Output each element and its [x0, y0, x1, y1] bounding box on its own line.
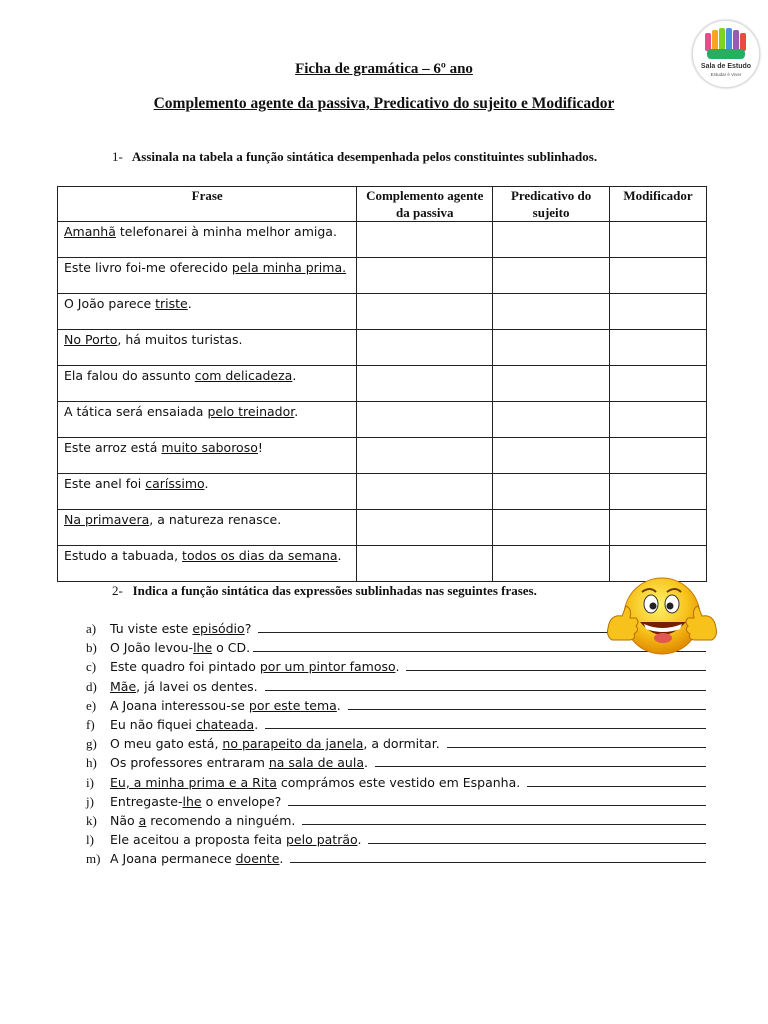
answer-cell-agente-passiva[interactable] — [357, 546, 493, 582]
header-modificador: Modificador — [610, 187, 707, 222]
underlined-expression: episódio — [192, 621, 245, 636]
list-item — [86, 849, 706, 868]
answer-cell-modificador[interactable] — [610, 438, 707, 474]
answer-blank[interactable] — [302, 811, 706, 825]
answer-cell-agente-passiva[interactable] — [357, 438, 493, 474]
item-letter: c) — [86, 659, 97, 675]
answer-blank[interactable] — [527, 773, 706, 787]
answer-cell-agente-passiva[interactable] — [357, 222, 493, 258]
underlined-constituent: pelo treinador — [207, 404, 295, 419]
table-header-row — [58, 187, 707, 222]
page-title: Ficha de gramática – 6º ano — [295, 61, 473, 77]
question-2-text: Indica a função sintática das expressões sublinhadas nas seguintes frases. — [132, 583, 537, 598]
underlined-expression: no parapeito da janela — [222, 736, 364, 752]
list-item — [86, 734, 706, 753]
table-row — [58, 330, 707, 366]
item-sentence: Tu viste este episódio? — [110, 621, 256, 636]
answer-cell-predicativo[interactable] — [493, 402, 610, 438]
list-item — [86, 696, 706, 715]
answer-cell-predicativo[interactable] — [493, 258, 610, 294]
sentence-text: , há muitos turistas. — [117, 332, 243, 347]
answer-cell-agente-passiva[interactable] — [357, 474, 493, 510]
answer-blank[interactable] — [265, 715, 706, 729]
header-agente-passiva: Complemento agente da passiva — [357, 187, 493, 222]
item-sentence: O João levou-lhe o CD. — [110, 640, 251, 656]
item-letter: l) — [86, 832, 94, 848]
answer-blank[interactable] — [265, 677, 706, 691]
sentence-text: . — [187, 296, 192, 311]
sentence-text: Este livro foi-me oferecido — [64, 260, 232, 275]
sentence-text: , a natureza renasce. — [149, 512, 282, 527]
item-sentence: Não a recomendo a ninguém. — [110, 812, 300, 828]
question-2-number: 2- — [112, 583, 123, 598]
question-2 — [112, 583, 537, 599]
sentence-text: ! — [257, 440, 263, 455]
table-row — [58, 294, 707, 330]
sentence-text: . — [337, 548, 342, 563]
answer-cell-modificador[interactable] — [610, 510, 707, 546]
answer-cell-agente-passiva[interactable] — [357, 258, 493, 294]
item-letter: i) — [86, 774, 94, 790]
item-letter: e) — [86, 697, 97, 713]
sentence-cell — [58, 330, 357, 366]
item-letter: b) — [86, 640, 97, 656]
underlined-constituent: No Porto — [64, 332, 118, 347]
question-1 — [112, 149, 597, 165]
sentence-text: Ela falou do assunto — [64, 368, 195, 383]
answer-blank[interactable] — [290, 849, 706, 863]
item-letter: a) — [86, 621, 97, 636]
answer-cell-modificador[interactable] — [610, 402, 707, 438]
answer-cell-agente-passiva[interactable] — [357, 366, 493, 402]
item-sentence: A Joana interessou-se por este tema. — [110, 697, 345, 713]
answer-cell-predicativo[interactable] — [493, 294, 610, 330]
sentence-cell — [58, 294, 357, 330]
underlined-constituent: Na primavera — [64, 512, 150, 527]
sentence-cell — [58, 258, 357, 294]
underlined-constituent: todos os dias da semana — [182, 548, 338, 563]
answer-cell-predicativo[interactable] — [493, 474, 610, 510]
item-sentence: A Joana permanece doente. — [110, 851, 288, 867]
table-row — [58, 510, 707, 546]
table-row — [58, 258, 707, 294]
answer-cell-predicativo[interactable] — [493, 510, 610, 546]
list-item — [86, 830, 706, 849]
item-sentence: O meu gato está, no parapeito da janela, a dormitar. — [110, 736, 444, 752]
item-letter: m) — [86, 851, 101, 867]
list-item — [86, 773, 706, 792]
underlined-constituent: pela minha prima. — [231, 260, 347, 275]
answer-cell-modificador[interactable] — [610, 222, 707, 258]
list-item — [86, 792, 706, 811]
item-sentence: Mãe, já lavei os dentes. — [110, 678, 262, 694]
answer-blank[interactable] — [447, 734, 706, 748]
item-letter: f) — [86, 716, 95, 732]
answer-cell-modificador[interactable] — [610, 330, 707, 366]
header-predicativo: Predicativo do sujeito — [493, 187, 610, 222]
answer-blank[interactable] — [368, 830, 706, 844]
item-sentence: Eu, a minha prima e a Rita comprámos este vestido em Espanha. — [110, 774, 525, 790]
item-sentence: Ele aceitou a proposta feita pelo patrão. — [110, 832, 366, 848]
sentence-text: Estudo a tabuada, — [64, 548, 183, 563]
underlined-expression: Mãe — [110, 678, 137, 694]
item-sentence: Este quadro foi pintado por um pintor famoso. — [110, 659, 404, 675]
list-item — [86, 753, 706, 772]
answer-blank[interactable] — [375, 753, 706, 767]
sentence-text: . — [294, 404, 299, 419]
answer-cell-modificador[interactable] — [610, 366, 707, 402]
underlined-expression: lhe — [182, 793, 202, 809]
table-row — [58, 474, 707, 510]
sentence-text: Este anel foi — [64, 476, 146, 491]
sentence-text: O João parece — [64, 296, 156, 311]
sentence-text: Este arroz está — [64, 440, 162, 455]
answer-cell-predicativo[interactable] — [493, 438, 610, 474]
sentence-text: telefonarei à minha melhor amiga. — [115, 224, 337, 239]
header-frase: Frase — [58, 187, 357, 222]
list-item — [86, 811, 706, 830]
underlined-expression: por um pintor famoso — [259, 659, 396, 675]
table-row — [58, 366, 707, 402]
list-item — [86, 677, 706, 696]
answer-cell-predicativo[interactable] — [493, 222, 610, 258]
underlined-expression: Eu, a minha prima e a Rita — [110, 774, 277, 790]
syntax-table — [57, 186, 707, 582]
answer-blank[interactable] — [348, 696, 706, 710]
answer-cell-predicativo[interactable] — [493, 546, 610, 582]
underlined-expression: por este tema — [248, 697, 337, 713]
underlined-expression: na sala de aula — [268, 755, 364, 771]
table-row — [58, 402, 707, 438]
underlined-expression: pelo patrão — [285, 832, 358, 848]
underlined-constituent: Amanhã — [64, 224, 116, 239]
item-letter: h) — [86, 755, 97, 771]
answer-cell-modificador[interactable] — [610, 258, 707, 294]
item-sentence: Os professores entraram na sala de aula. — [110, 755, 372, 771]
underlined-constituent: caríssimo — [145, 476, 205, 491]
sentence-cell — [58, 510, 357, 546]
page-subtitle: Complemento agente da passiva, Predicativo do sujeito e Modificador — [153, 95, 615, 112]
question-1-number: 1- — [112, 149, 123, 164]
table-row — [58, 438, 707, 474]
thumbs-up-smiley-icon — [604, 572, 720, 668]
answer-cell-predicativo[interactable] — [493, 366, 610, 402]
answer-blank[interactable] — [288, 792, 706, 806]
answer-cell-predicativo[interactable] — [493, 330, 610, 366]
sentence-cell — [58, 438, 357, 474]
list-item — [86, 715, 706, 734]
sentence-text: . — [292, 368, 297, 383]
question-1-text: Assinala na tabela a função sintática desempenhada pelos constituintes sublinhados. — [131, 149, 598, 164]
underlined-constituent: muito saboroso — [161, 440, 258, 455]
sentence-text: . — [204, 476, 209, 491]
item-letter: g) — [86, 736, 97, 752]
answer-cell-modificador[interactable] — [610, 474, 707, 510]
item-sentence: Entregaste-lhe o envelope? — [110, 793, 286, 809]
sentence-cell — [58, 474, 357, 510]
underlined-expression: chateada — [195, 716, 255, 732]
item-letter: k) — [86, 812, 97, 828]
answer-cell-agente-passiva[interactable] — [357, 294, 493, 330]
logo-tagline: Estudar é Viver — [710, 72, 742, 77]
answer-cell-modificador[interactable] — [610, 294, 707, 330]
table-row — [58, 222, 707, 258]
answer-cell-agente-passiva[interactable] — [357, 510, 493, 546]
logo-title: Sala de Estudo — [700, 63, 752, 70]
item-sentence: Eu não fiquei chateada. — [110, 716, 263, 732]
sentence-cell — [58, 366, 357, 402]
sentence-cell — [58, 402, 357, 438]
item-letter: d) — [86, 678, 97, 694]
sentence-text: A tática será ensaiada — [64, 404, 208, 419]
sentence-cell — [58, 546, 357, 582]
underlined-expression: doente — [235, 851, 280, 867]
underlined-expression: lhe — [193, 640, 213, 656]
underlined-expression: a — [138, 812, 147, 828]
answer-cell-agente-passiva[interactable] — [357, 330, 493, 366]
sentence-cell — [58, 222, 357, 258]
underlined-constituent: com delicadeza — [194, 368, 293, 383]
item-letter: j) — [86, 793, 94, 809]
underlined-constituent: triste — [155, 296, 188, 311]
answer-cell-agente-passiva[interactable] — [357, 402, 493, 438]
